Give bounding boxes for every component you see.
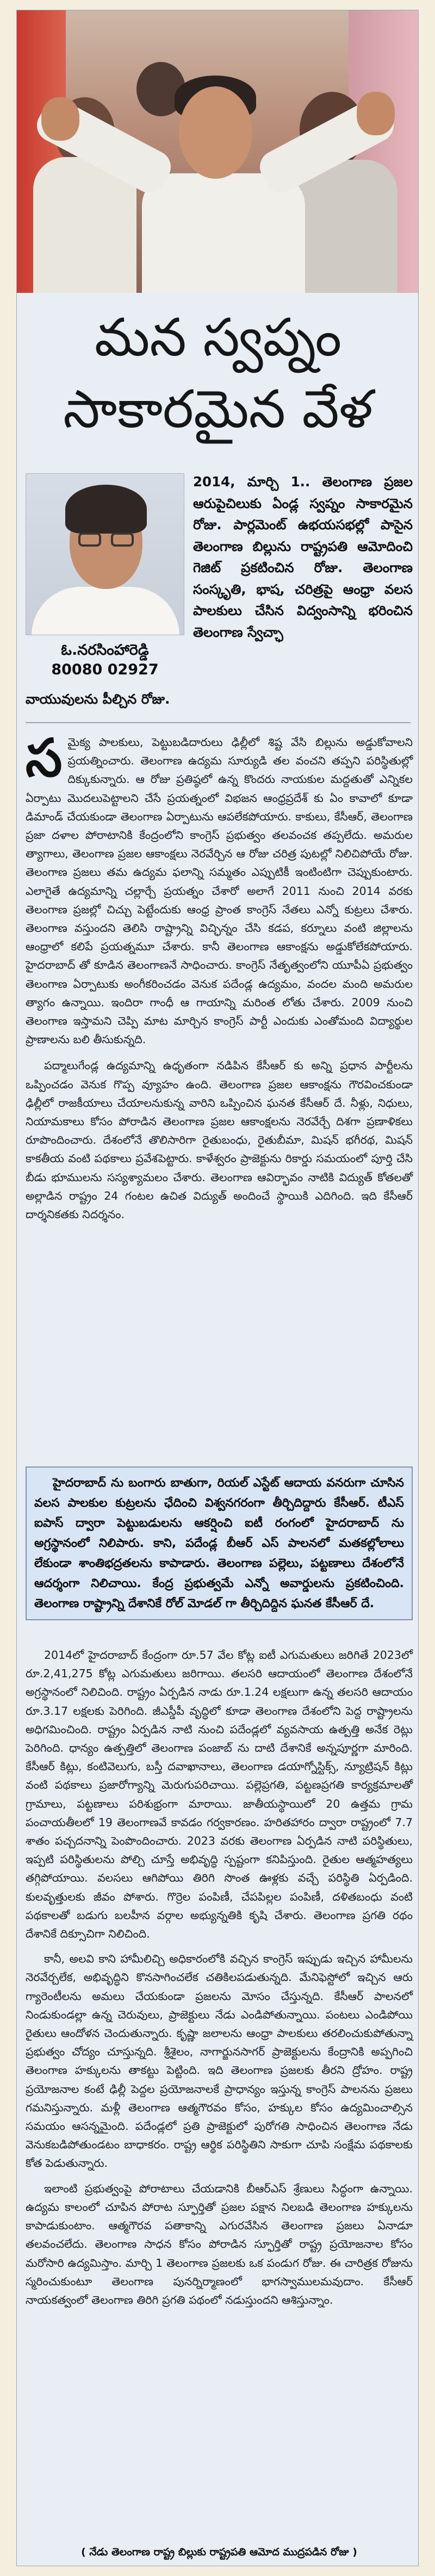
- newspaper-article: [16, 10, 419, 2566]
- lead-paragraph-end: వాయువులను పీల్చిన రోజు.: [26, 691, 170, 707]
- paragraph-text: మైక్య పాలకులు, పెట్టుబడిదారులు ఢిల్లీలో శిష్ట వేసి బిల్లును అడ్డుకోవాలని ప్రయత్నించారు. తెలంగాణ ఉద్యమ సూర్యుడి తల వంచని తప్పని పరిస్థితుల్లో దిక్కుకున్నారు. ఆ రోజు ప్రతిష్ఠలో ఉన్న కొందరు నాయకుల మద్దతుతో ఎన్నికల ఏర్పాటు మొదలుపెట్టాలని చేసే ప్రయత్నంలో విభజన ఆంధ్రప్రదేశ్ కు ఏం కావాలో కూడా డిమాండ్ చేయకుండా తెలంగాణ ఏర్పాటును ఆపలేకపోయారు. కాకులు, కేసీఆర్, తెలంగాణ ప్రజా దళాల పోరాటానికి కేంద్రంలోని కాంగ్రెస్ ప్రభుత్వం తలవంచక తప్పలేదు. అమరుల త్యాగాలు, తెలంగాణ ప్రజల ఆకాంక్షలు నెరవేర్చిన ఆ రోజు చరిత్ర పుటల్లో నిలిచిపోయే రోజు. తెలంగాణ ప్రజలు తమ ఉద్యమ ఫలాన్ని సమ్మతం ఎప్పుటికీ ఇంటింటిగా చెప్పుకుంటారు. ఎలాగైతే ఉద్యమాన్ని చల్లార్చే ప్రయత్నం చేశారో అలాగే 2011 నుంచి 2014 వరకు తెలంగాణ ప్రజల్లో చిచ్చు పెట్టేందుకు ఆంధ్ర ప్రాంత కాంగ్రెస్ నేతలు ఎన్నో కుట్రలు చేశారు. తెలంగాణ వస్తుందని తెలిసి రాష్ట్రాన్ని విచ్ఛిన్నం చేసి కడప, కర్నూలు వంటి జిల్లాలను ఆంధ్రాలో కలిపే ప్రయత్నమూ చేశారు. కానీ తెలంగాణ ఆకాంక్షను అడ్డుకోలేకపోయారు. హైదరాబాద్ తో కూడిన తెలంగాణనే సాధించారు. కాంగ్రెస్ నేతృత్వంలోని యూపీఏ ప్రభుత్వం తెలంగాణ ఏర్పాటుకు అంగీకరించడం వెనుక పదేండ్ల ఉద్యమం, వందల మంది అమరుల త్యాగం ఉన్నాయి. ఇందిరా గాంధీ ఆ గాయాన్ని మరింత లోతు చేశారు. 2009 నుంచి తెలంగాణ ఇస్తామని చెప్పి మాట మార్చిన కాంగ్రెస్ పార్టీ ఎందుకు ఎంతోమంది విద్యార్థుల ప్రాణాలను బలి తీసుకున్నది.: [26, 736, 413, 1046]
- paragraph: ఇలాంటి ప్రభుత్వంపై పోరాటాలు చేయడానికి బీఆర్ఎస్ శ్రేణులు సిద్ధంగా ఉన్నాయి. ఉద్యమ కాలంలో చూపిన పోరాట స్ఫూర్తితో ప్రజల పక్షాన నిలబడి తెలంగాణ హక్కులను కాపాడుకుంటాం. ఆత్మగౌరవ పతాకాన్ని ఎగురవేసిన తెలంగాణ ప్రజలు ఏనాడూ తలవంచలేదు. తెలంగాణ సాధన కోసం పోరాడిన స్ఫూర్తితో రాష్ట్ర ప్రయోజనాల కోసం మరోసారి ఉద్యమిస్తాం. మార్చి 1 తెలంగాణ ప్రజలకు ఒక పండుగ రోజు. ఈ చారిత్రక రోజును స్మరించుకుంటూ తెలంగాణ పునర్నిర్మాణంలో భాగస్వాములమవుదాం. కేసీఆర్ నాయకత్వంలో తెలంగాణ తిరిగి ప్రగతి పథంలో నడుస్తుందని ఆశిస్తున్నాం.: [26, 2182, 413, 2307]
- hero-photo: [17, 10, 419, 293]
- author-name: ఓ.నరసింహారెడ్డి: [61, 642, 149, 659]
- article-section-1: [26, 727, 413, 1224]
- headline-line-2: సాకారమైన వేళ: [63, 379, 373, 440]
- main-figure-face: [179, 86, 252, 179]
- paragraph: కానీ, అలవి కాని హామీలిచ్చి అధికారంలోకి వచ్చిన కాంగ్రెస్ ఇప్పుడు ఇచ్చిన హామీలను నెరవేర్చలేక, అభివృద్ధిని కొనసాగించలేక చతికిలపడుతున్నది. మేనిఫెస్టోలో ఇచ్చిన ఆరు గ్యారెంటీలను అమలు చేయకుండా ప్రజలను మోసం చేస్తున్నది. కేసీఆర్ పాలనలో నిండుకుండల్లా ఉన్న చెరువులు, ప్రాజెక్టులు నేడు ఎండిపోతున్నాయి. పంటలు ఎండిపోయి రైతులు ఆందోళన చెందుతున్నారు. కృష్ణా జలాలను ఆంధ్రా పాలకులు తరలించుకుపోతున్నా ప్రభుత్వం చోద్యం చూస్తున్నది. శ్రీశైలం, నాగార్జునసాగర్ ప్రాజెక్టులను కేంద్రానికి అప్పగించి తెలంగాణ హక్కులను తాకట్టు పెట్టింది. ఇది తెలంగాణ ప్రజలకు తీరని ద్రోహం. రాష్ట్ర ప్రయోజనాల కంటే ఢిల్లీ పెద్దల ప్రయోజనాలకే ప్రాధాన్యం ఇస్తున్న కాంగ్రెస్ పాలనను ప్రజలు గమనిస్తున్నారు. మళ్లీ తెలంగాణ ఆత్మగౌరవం కోసం, హక్కుల కోసం ఉద్యమించాల్సిన సమయం ఆసన్నమైంది. పదేండ్లలో ప్రతి ప్రాజెక్టులో పురోగతి సాధించిన తెలంగాణ నేడు వెనుకబడిపోతుండటం బాధాకరం. రాష్ట్ర ఆర్థిక పరిస్థితిని సాకుగా చూపి సంక్షేమ పథకాలకు కోత పెడుతున్నారు.: [26, 1952, 413, 2170]
- fist-right: [357, 92, 395, 135]
- highlight-text: హైదరాబాద్ ను బంగారు బాతుగా, రియల్ ఎస్టేట్ ఆదాయ వనరుగా చూసిన వలస పాలకుల కుట్రలను ఛేదించి విశ్వనగరంగా తీర్చిదిద్దారు కేసీఆర్. టీఎస్ ఐపాస్ ద్వారా పెట్టుబడులను ఆకర్షించి ఐటీ రంగంలో హైదరాబాద్ ను అగ్రస్థానంలో నిలిపారు. కాని, పదేండ్ల బీఆర్ ఎస్ పాలనలో మతకల్లోలాలు లేకుండా శాంతిభద్రతలను కాపాడారు. తెలంగాణ పల్లెలు, పట్టణాలు దేశంలోనే ఆదర్శంగా నిలిచాయి. కేంద్ర ప్రభుత్వమే ఎన్నో అవార్డులను ప్రకటించింది. తెలంగాణ రాష్ట్రాన్ని దేశానికే రోల్ మోడల్ గా తీర్చిదిద్దిన ఘనత కేసీఆర్ దే.: [34, 1476, 404, 1610]
- paragraph: 2014లో హైదరాబాద్ కేంద్రంగా రూ.57 వేల కోట్ల ఐటీ ఎగుమతులు జరిగితే 2023లో రూ.2,41,275 కోట్ల ఎగుమతులు జరిగాయి. తలసరి ఆదాయంలో తెలంగాణ దేశంలోనే అగ్రస్థానంలో నిలిచింది. రాష్ట్రం ఏర్పడిన నాడు రూ.1.24 లక్షలుగా ఉన్న తలసరి ఆదాయం రూ.3.17 లక్షలకు పెరిగింది. జీఎస్డీపీ వృద్ధిలో కూడా తెలంగాణ దేశంలోని పెద్ద రాష్ట్రాలను అధిగమించింది. రాష్ట్రం ఏర్పడిన నాటి నుంచి పదేండ్లలో వ్యవసాయ ఉత్పత్తి అనేక రెట్లు పెరిగింది. ధాన్యం ఉత్పత్తిలో తెలంగాణ పంజాబ్ ను దాటి దేశానికే అన్నపూర్ణగా మారింది. కేసీఆర్ కిట్లు, కంటివెలుగు, బస్తీ దవాఖానాలు, తెలంగాణ డయాగ్నోస్టిక్స్, న్యూట్రిషన్ కిట్లు వంటి పథకాలు ప్రజారోగ్యాన్ని మెరుగుపరిచాయి. పల్లెప్రగతి, పట్టణప్రగతి కార్యక్రమాలతో గ్రామాలు, పట్టణాలు పరిశుభ్రంగా మారాయి. జాతీయస్థాయిలో 20 ఉత్తమ గ్రామ పంచాయతీలలో 19 తెలంగాణవే కావడం గర్వకారణం. హరితహారం ద్వారా రాష్ట్రంలో 7.7 శాతం పచ్చదనాన్ని పెంపొందించారు. 2023 వరకు తెలంగాణ ఏర్పడిన నాటి పరిస్థితులు, ఇప్పటి పరిస్థితులను పోల్చి చూస్తే అభివృద్ధి స్పష్టంగా కనిపిస్తుంది. రైతుల ఆత్మహత్యలు తగ్గిపోయాయి. వలసలు ఆగిపోయి తిరిగి సొంత ఊళ్లకు వచ్చే పరిస్థితి ఏర్పడింది. కులవృత్తులకు జీవం పోశారు. గొర్రెల పంపిణీ, చేపపిల్లల పంపిణీ, దళితబంధు వంటి పథకాలతో బడుగు బలహీన వర్గాల అభ్యున్నతికి కృషి చేశారు. తెలంగాణ ప్రగతి రథం దేశానికే దిక్సూచిగా నిలిచింది.: [26, 1649, 413, 1941]
- lead-paragraph: 2014, మార్చి 1.. తెలంగాణ ప్రజల ఆరుపైచిలుకు ఏండ్ల స్వప్నం సాకారమైన రోజు. పార్లమెంట్ ఉభయసభల్లో పాసైన తెలంగాణ బిల్లును రాష్ట్రపతి ఆమోదించి గెజిట్ ప్రకటించిన రోజు. తెలంగాణ సంస్కృతి, భాష, చరిత్రపై ఆంధ్రా వలస పాలకులు చేసిన విద్వంసాన్ని భరించిన తెలంగాణ స్వేచ్ఛా: [193, 474, 413, 640]
- author-byline: [26, 641, 184, 680]
- headline: [17, 293, 419, 456]
- highlight-box: [26, 1466, 413, 1620]
- author-shirt: [32, 587, 179, 635]
- footer-note: ( నేడు తెలంగాణ రాష్ట్ర బిల్లుకు రాష్ట్రపతి ఆమోద ముద్రపడిన రోజు ): [81, 2546, 357, 2558]
- article-section-2: [26, 1646, 413, 2309]
- fist-left: [41, 97, 79, 141]
- paragraph: [26, 727, 413, 1049]
- drop-cap: స: [26, 727, 63, 788]
- author-hair: [65, 485, 147, 534]
- author-glasses-right: [111, 532, 134, 547]
- divider: [26, 722, 411, 723]
- author-photo: [26, 473, 184, 635]
- headline-line-1: మన స్వప్నం: [94, 307, 342, 368]
- author-phone: 80080 02927: [51, 661, 159, 678]
- author-glasses-left: [78, 532, 101, 547]
- paragraph: పద్మాలుగేండ్ల ఉద్యమాన్ని ఉధృతంగా నడిపిన కేసీఆర్ కు అన్ని ప్రధాన పార్టీలను ఒప్పించడం వెనుక గొప్ప వ్యూహం ఉంది. తెలంగాణ ప్రజల ఆకాంక్షను గౌరవించకుండా ఢిల్లీలో రాజకీయాలు చేయాలనుకున్న వారిని ఒప్పించిన ఘనత కేసీఆర్ దే. నీళ్లు, నిధులు, నియామకాలు కోసం పోరాడిన తెలంగాణ ప్రజల ఆకాంక్షలను నెరవేర్చే దిశగా ప్రణాళికలు రూపొందించారు. దేశంలోనే తొలిసారిగా రైతుబంధు, రైతుబీమా, మిషన్ భగీరథ, మిషన్ కాకతీయ వంటి పథకాలు ప్రవేశపెట్టారు. కాళేశ్వరం ప్రాజెక్టును రికార్డు సమయంలో పూర్తి చేసి బీడు భూములను సస్యశ్యామలం చేశారు. తెలంగాణ ఆవిర్భావం నాటికి విద్యుత్ కోతలతో అల్లాడిన రాష్ట్రం 24 గంటల ఉచిత విద్యుత్ అందించే స్థాయికి ఎదిగింది. ఇది కేసీఆర్ దార్శనికతకు నిదర్శనం.: [26, 1059, 413, 1221]
